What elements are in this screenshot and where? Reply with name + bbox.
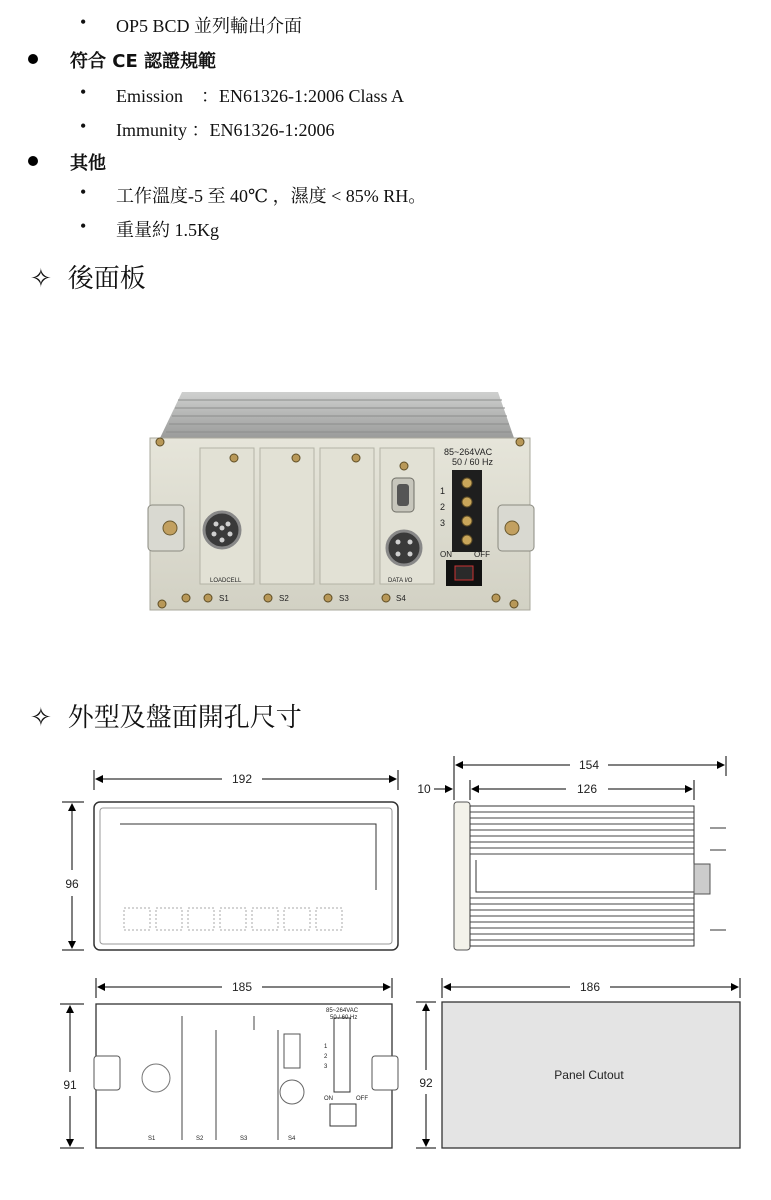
svg-text:185: 185 bbox=[231, 980, 253, 994]
svg-text:S3: S3 bbox=[240, 1136, 248, 1142]
svg-text:126: 126 bbox=[576, 782, 598, 796]
spec-top-item: • OP5 BCD 並列輸出介面 bbox=[80, 12, 303, 36]
front-view bbox=[62, 770, 398, 950]
svg-text:S1: S1 bbox=[148, 1136, 156, 1142]
spec-immunity: • Immunity ：EN61326-1:2006 bbox=[80, 116, 335, 140]
svg-text:50 / 60 Hz: 50 / 60 Hz bbox=[452, 457, 494, 467]
spec-temperature: • 工作溫度-5 至 40℃ ，濕度 < 85% RH。 bbox=[80, 182, 427, 206]
svg-text:85~264VAC: 85~264VAC bbox=[444, 447, 493, 457]
svg-text:OFF: OFF bbox=[356, 1096, 368, 1102]
side-view bbox=[417, 756, 726, 950]
rear-view bbox=[60, 978, 398, 1148]
heading-ce: 符合 CE 認證規範 bbox=[70, 51, 217, 72]
svg-text:S2: S2 bbox=[196, 1136, 204, 1142]
svg-text:LOADCELL: LOADCELL bbox=[210, 578, 242, 584]
svg-text:154: 154 bbox=[578, 758, 600, 772]
svg-text:ON: ON bbox=[324, 1096, 333, 1102]
svg-text:S4: S4 bbox=[396, 594, 406, 603]
svg-text:91: 91 bbox=[63, 1078, 77, 1092]
svg-text:DATA I/O: DATA I/O bbox=[388, 578, 413, 584]
svg-text:1: 1 bbox=[324, 1044, 328, 1050]
svg-text:3: 3 bbox=[440, 518, 446, 528]
rear-panel-heading: ✧ 後面板 bbox=[30, 264, 146, 294]
spec-emission: • Emission ：EN61326-1:2006 Class A bbox=[80, 82, 405, 106]
panel-cutout bbox=[416, 978, 740, 1148]
svg-text:3: 3 bbox=[324, 1064, 328, 1070]
svg-text:50 / 60 Hz: 50 / 60 Hz bbox=[330, 1015, 358, 1021]
svg-text:85~264VAC: 85~264VAC bbox=[326, 1008, 359, 1014]
svg-text:192: 192 bbox=[231, 772, 253, 786]
sparkle-icon: ✧ bbox=[30, 703, 52, 733]
svg-text:92: 92 bbox=[419, 1076, 433, 1090]
svg-text:S4: S4 bbox=[288, 1136, 296, 1142]
svg-text:96: 96 bbox=[65, 877, 79, 891]
svg-text:S3: S3 bbox=[339, 594, 349, 603]
svg-text:186: 186 bbox=[579, 980, 601, 994]
svg-text:ON: ON bbox=[440, 550, 452, 559]
svg-text:2: 2 bbox=[324, 1054, 328, 1060]
spec-weight: • 重量約 1.5Kg bbox=[80, 216, 219, 240]
svg-text:10: 10 bbox=[417, 782, 431, 796]
heading-other: 其他 bbox=[70, 153, 106, 174]
svg-text:S1: S1 bbox=[219, 594, 229, 603]
svg-text:Panel Cutout: Panel Cutout bbox=[554, 1068, 624, 1082]
svg-text:OFF: OFF bbox=[474, 550, 490, 559]
dimensions-heading: ✧ 外型及盤面開孔尺寸 bbox=[30, 703, 302, 733]
svg-text:2: 2 bbox=[440, 502, 446, 512]
svg-text:1: 1 bbox=[440, 486, 446, 496]
svg-text:S2: S2 bbox=[279, 594, 289, 603]
sparkle-icon: ✧ bbox=[30, 264, 52, 294]
